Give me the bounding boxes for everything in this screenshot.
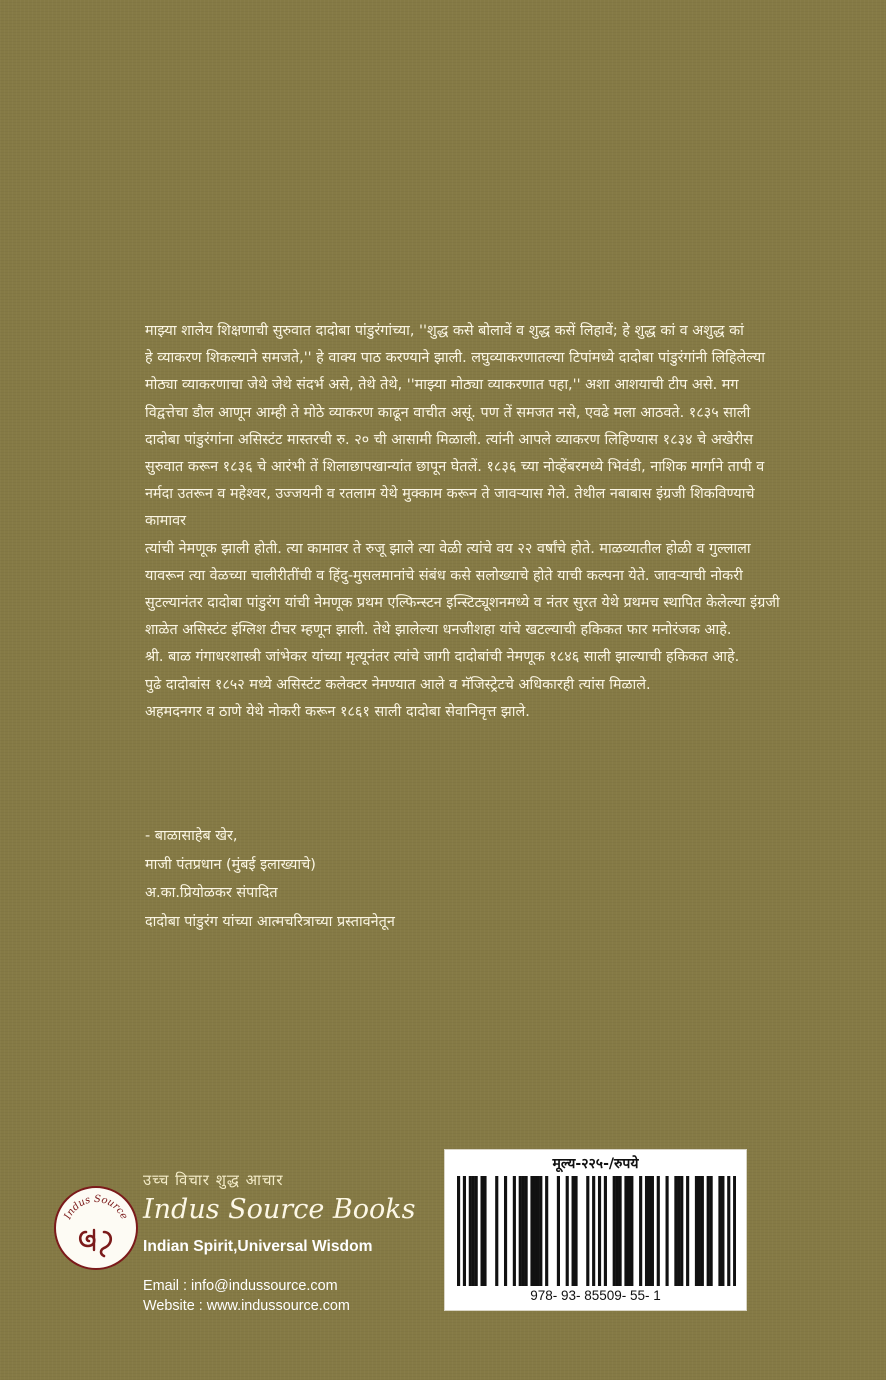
barcode-bar	[680, 1176, 683, 1286]
publisher-website: Website : www.indussource.com	[143, 1298, 350, 1314]
publisher-name: Indus Source Books	[143, 1194, 416, 1225]
barcode-bar	[677, 1176, 680, 1286]
barcode-bar	[480, 1176, 483, 1286]
barcode-bar	[592, 1176, 595, 1286]
barcode-bar	[513, 1176, 516, 1286]
barcode-bar	[651, 1176, 654, 1286]
barcode-bar	[627, 1176, 630, 1286]
attribution-role: माजी पंतप्रधान (मुंबई इलाख्याचे)	[145, 856, 316, 873]
price-label: मूल्य-२२५-/रुपये	[552, 1156, 639, 1172]
blurb-line: त्यांची नेमणूक झाली होती. त्या कामावर ते रुजू झाले त्या वेळी त्यांचे वय २२ वर्षांचे होते. माळव्यातील होळी व गुल्लाला	[145, 540, 751, 557]
barcode-bar	[572, 1176, 575, 1286]
blurb-line: दादोबा पांडुरंगांना असिस्टंट मास्तरची रु. २० ची आसामी मिळाली. त्यांनी आपले व्याकरण लिहिण्यास १८३४ चे अखेरीस	[145, 431, 753, 448]
barcode-bar	[533, 1176, 536, 1286]
barcode-bar	[701, 1176, 704, 1286]
publisher-email: Email : info@indussource.com	[143, 1278, 338, 1294]
isbn-number: 978- 93- 85509- 55- 1	[530, 1288, 661, 1303]
blurb-line: अहमदनगर व ठाणे येथे नोकरी करून १८६१ साली दादोबा सेवानिवृत्त झाले.	[145, 703, 530, 720]
barcode-bar	[545, 1176, 548, 1286]
barcode-bar	[639, 1176, 642, 1286]
barcode-bar	[483, 1176, 486, 1286]
barcode-bar	[566, 1176, 569, 1286]
blurb-line: हे व्याकरण शिकल्याने समजते,'' हे वाक्य पाठ करण्याने झाली. लघुव्याकरणातल्या टिपांमध्ये दादोबा पांडुरंगांनी लिहिलेल्या	[145, 350, 765, 367]
isbn-barcode	[457, 1176, 736, 1286]
barcode-bar	[472, 1176, 475, 1286]
attribution	[145, 822, 645, 936]
attribution-source: दादोबा पांडुरंग यांच्या आत्मचरित्राच्या प्रस्तावनेतून	[145, 913, 395, 930]
barcode-bar	[469, 1176, 472, 1286]
barcode-bar	[530, 1176, 533, 1286]
barcode-bar	[574, 1176, 577, 1286]
barcode-bar	[557, 1176, 560, 1286]
barcode-bar	[718, 1176, 721, 1286]
barcode-bar	[539, 1176, 542, 1286]
barcode-bar	[707, 1176, 710, 1286]
publisher-tagline-marathi: उच्च विचार शुद्ध आचार	[143, 1171, 284, 1189]
barcode-bar	[613, 1176, 616, 1286]
barcode-bar	[463, 1176, 466, 1286]
blurb-line: सुरुवात करून १८३६ चे आरंभी तें शिलाछापखान्यांत छापून घेतलें. १८३६ च्या नोव्हेंबरमध्ये भिवंडी, नाशिक मार्गाने तापी व	[145, 459, 765, 476]
barcode-bar	[695, 1176, 698, 1286]
barcode-bar	[598, 1176, 601, 1286]
blurb-line: मोठ्या व्याकरणाचा जेथे जेथे संदर्भ असे, तेथे तेथे, ''माझ्या मोठ्या व्याकरणात पहा,'' अशा आशयाची टीप असे. मग	[145, 377, 739, 394]
barcode-panel	[444, 1149, 747, 1311]
blurb-line: सुटल्यानंतर दादोबा पांडुरंग यांची नेमणूक प्रथम एल्फिन्स्टन इन्स्टिट्यूशनमध्ये व नंतर सुरत येथे प्रथमच स्थापित केलेल्या इंग्रजी	[145, 595, 780, 612]
barcode-bar	[619, 1176, 622, 1286]
barcode-bar	[686, 1176, 689, 1286]
publisher-contact	[143, 1276, 350, 1316]
barcode-bar	[657, 1176, 660, 1286]
blurb-line: पुढे दादोबांस १८५२ मध्ये असिस्टंट कलेक्टर नेमण्यात आले व मॅजिस्ट्रेटचे अधिकारही त्यांस मिळाले.	[145, 676, 651, 693]
blurb-line: यावरून त्या वेळच्या चालीरीतींची व हिंदु-मुसलमानांचे संबंध कसे सलोख्याचे होते याची कल्पना येते. जावऱ्याची नोकरी	[145, 567, 743, 584]
barcode-bar	[504, 1176, 507, 1286]
barcode-bar	[666, 1176, 669, 1286]
barcode-bar	[733, 1176, 736, 1286]
barcode-bar	[525, 1176, 528, 1286]
barcode-bar	[586, 1176, 589, 1286]
publisher-tagline: Indian Spirit,Universal Wisdom	[143, 1238, 373, 1255]
svg-text:Indus Source: Indus Source	[62, 1193, 130, 1222]
barcode-bar	[630, 1176, 633, 1286]
barcode-bar	[624, 1176, 627, 1286]
blurb-line: माझ्या शालेय शिक्षणाची सुरुवात दादोबा पांडुरंगांच्या, ''शुद्ध कसे बोलावें व शुद्ध कसें लिहावें; हे शुद्ध कां व अशुद्ध कां	[145, 323, 744, 339]
barcode-bar	[457, 1176, 460, 1286]
barcode-bar	[495, 1176, 498, 1286]
indus-source-logo-icon	[56, 1188, 136, 1268]
barcode-bar	[645, 1176, 648, 1286]
barcode-bar	[616, 1176, 619, 1286]
barcode-bar	[522, 1176, 525, 1286]
barcode-bar	[519, 1176, 522, 1286]
barcode-bar	[604, 1176, 607, 1286]
barcode-bar	[710, 1176, 713, 1286]
barcode-bar	[674, 1176, 677, 1286]
blurb-line: श्री. बाळ गंगाधरशास्त्री जांभेकर यांच्या मृत्यूनंतर त्यांचे जागी दादोबांची नेमणूक १८४६ साली झाल्याची हकिकत आहे.	[145, 649, 740, 666]
blurb-line: नर्मदा उतरून व महेश्वर, उज्जयनी व रतलाम येथे मुक्काम करून ते जावऱ्यास गेले. तेथील नबाबास इंग्रजी शिकविण्याचे कामावर	[145, 486, 755, 530]
barcode-bar	[721, 1176, 724, 1286]
barcode-bar	[727, 1176, 730, 1286]
publisher-logo	[54, 1186, 138, 1270]
attribution-author: - बाळासाहेब खेर,	[145, 828, 238, 844]
barcode-bar	[648, 1176, 651, 1286]
barcode-bar	[475, 1176, 478, 1286]
blurb-line: शाळेत असिस्टंट इंग्लिश टीचर म्हणून झाली. तेथे झालेल्या धनजीशहा यांचे खटल्याची हकिकत फार मनोरंजक आहे.	[145, 622, 732, 639]
blurb-text	[145, 318, 785, 726]
barcode-bar	[536, 1176, 539, 1286]
attribution-editor: अ.का.प्रियोळकर संपादित	[145, 885, 278, 901]
barcode-bar	[698, 1176, 701, 1286]
blurb-line: विद्वत्तेचा डौल आणून आम्ही ते मोठे व्याकरण काढून वाचीत असूं. पण तें समजत नसे, एवढे मला आठवते. १८३५ साली	[145, 404, 751, 421]
